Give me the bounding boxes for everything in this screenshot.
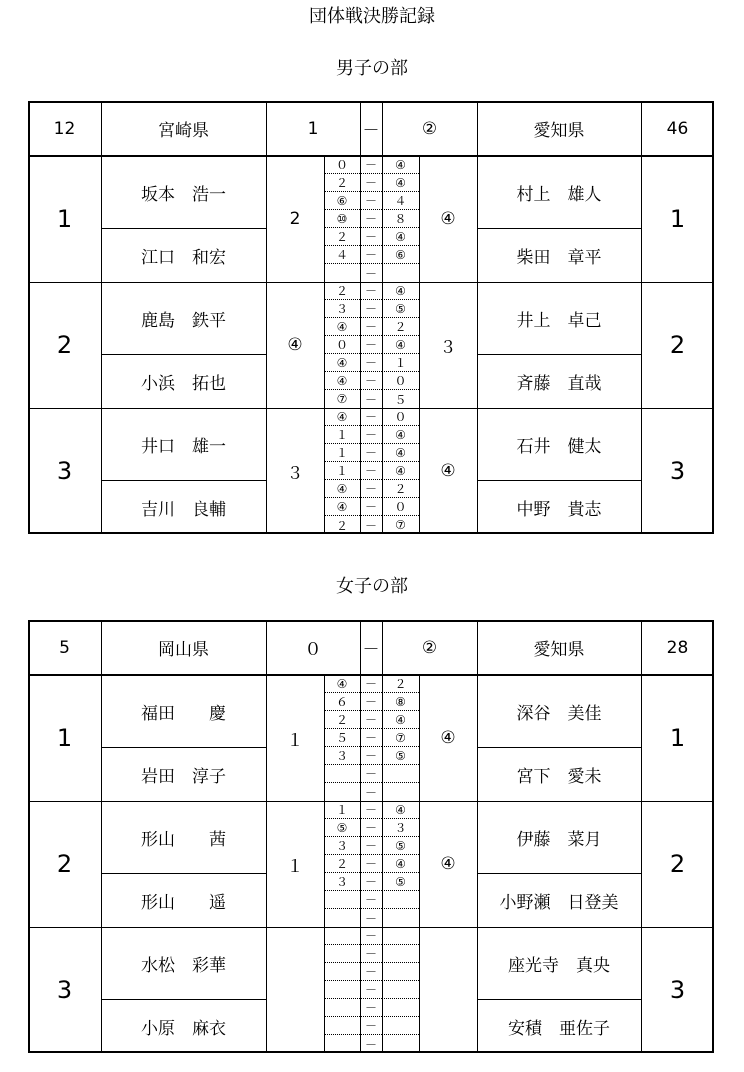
game-score-right: ④ [382,426,419,444]
game-score-right: ２ [382,675,419,693]
game-score-right: ④ [382,174,419,192]
game-score-left: １ [324,801,360,819]
game-score-right [382,1035,419,1053]
game-score-right: ④ [382,282,419,300]
player-right-2: 中野 貴志 [516,499,602,520]
bout-score-left: １ [286,730,304,751]
game-dash: － [360,801,382,819]
game-score-left [324,1035,360,1053]
game-dash: － [360,981,382,999]
player-right-1: 石井 健太 [516,436,602,457]
player-left-2: 江口 和宏 [141,247,226,268]
team-left-name: 岡山県 [158,640,209,660]
game-score-right [382,891,419,909]
game-score-right [382,945,419,963]
game-score-right: ④ [382,228,419,246]
page-title: 団体戦決勝記録 [309,6,435,27]
game-dash: － [360,927,382,945]
game-dash: － [360,729,382,747]
game-score-right: ④ [382,855,419,873]
player-left-1: 鹿島 鉄平 [141,310,226,331]
game-score-right [382,783,419,801]
game-score-right: ３ [382,819,419,837]
player-left-2: 吉川 良輔 [141,499,226,520]
game-score-left: ④ [324,408,360,426]
bout-score-left: １ [286,856,304,877]
game-dash: － [360,837,382,855]
game-score-right: ０ [382,498,419,516]
game-score-right [382,1017,419,1035]
game-score-left: ２ [324,711,360,729]
game-score-left: ２ [335,518,348,533]
game-score-left [324,981,360,999]
game-score-left: ２ [324,855,360,873]
team-left-score: ０ [304,640,322,660]
bout-number-left: 1 [56,205,73,233]
bout-score-left [266,927,324,1053]
game-score-right: ④ [382,336,419,354]
team-left-number: 12 [53,118,76,139]
game-dash: － [364,518,377,533]
bout-number-left: 2 [56,850,73,878]
game-dash: － [360,318,382,336]
game-dash: － [360,408,382,426]
game-dash: － [360,426,382,444]
player-left-1: 坂本 浩一 [141,184,226,205]
game-score-right: ④ [382,801,419,819]
game-score-right: ④ [382,711,419,729]
game-score-left: ⑤ [324,819,360,837]
game-score-right [382,909,419,927]
game-score-left: ６ [324,693,360,711]
player-right-2: 宮下 愛未 [516,766,602,787]
game-score-right: ⑥ [382,246,419,264]
bout-score-right: ④ [440,854,456,874]
game-score-right [382,981,419,999]
game-dash: － [360,999,382,1017]
player-right-2: 斉藤 直哉 [516,373,602,394]
game-score-right: ５ [394,392,407,407]
game-dash: － [360,444,382,462]
game-dash: － [360,963,382,981]
game-score-left: ④ [324,480,360,498]
game-dash: － [360,819,382,837]
game-score-right: ０ [382,372,419,390]
game-score-left: ０ [324,336,360,354]
game-score-left [324,765,360,783]
game-score-left: ④ [324,318,360,336]
bout-number-right: 3 [669,457,686,485]
game-score-left: ３ [324,747,360,765]
game-score-right: ４ [382,192,419,210]
game-dash: － [360,891,382,909]
game-dash: － [360,228,382,246]
game-score-left [324,891,360,909]
game-dash: － [364,392,377,407]
bout-number-left: 2 [56,331,73,359]
game-dash: － [360,282,382,300]
bout-number-left: 3 [56,457,73,485]
game-dash: － [360,192,382,210]
game-dash: － [364,911,377,926]
bout-number-right: 1 [669,724,686,752]
game-dash: － [360,156,382,174]
game-dash: － [360,246,382,264]
game-dash: － [360,480,382,498]
team-right-score: ② [421,637,438,658]
player-right-2: 柴田 章平 [516,247,602,268]
bout-number-right: 2 [669,331,686,359]
game-score-right [382,765,419,783]
game-dash: － [360,174,382,192]
team-right-name: 愛知県 [533,121,585,141]
game-score-left: ２ [324,282,360,300]
game-score-left [324,945,360,963]
header-dash: － [362,121,380,141]
game-dash: － [360,711,382,729]
game-score-left [324,999,360,1017]
game-score-right: ２ [382,318,419,336]
game-score-left: ２ [324,174,360,192]
section-title: 男子の部 [336,58,408,79]
game-dash: － [364,1037,377,1052]
game-dash: － [360,1017,382,1035]
game-score-right: ⑦ [395,518,406,532]
game-score-right: ０ [382,408,419,426]
game-score-right [382,927,419,945]
bout-score-right: ④ [440,209,456,229]
team-left-name: 宮崎県 [158,121,209,141]
game-dash: － [360,873,382,891]
game-dash: － [360,765,382,783]
player-right-2: 安積 亜佐子 [508,1018,610,1039]
game-score-left: ５ [324,729,360,747]
game-score-right: ８ [382,210,419,228]
game-score-right: ④ [382,462,419,480]
game-dash: － [360,855,382,873]
game-score-left: ④ [324,498,360,516]
game-score-right: ⑤ [382,747,419,765]
player-right-1: 座光寺 真央 [508,955,610,976]
bout-score-right: ３ [439,337,457,358]
game-score-right: ⑤ [382,300,419,318]
team-right-score: ② [421,118,438,139]
game-score-right [382,999,419,1017]
team-right-number: 46 [666,118,689,139]
game-score-left: ⑦ [336,392,348,406]
game-dash: － [360,945,382,963]
game-score-right: ２ [382,480,419,498]
game-score-right: ④ [382,444,419,462]
game-dash: － [360,675,382,693]
game-score-left: ３ [324,837,360,855]
game-score-left [324,783,360,801]
player-right-1: 伊藤 菜月 [516,829,602,850]
game-score-left: ４ [324,246,360,264]
game-score-right: ⑧ [382,693,419,711]
game-score-right: ⑤ [382,873,419,891]
game-score-left: １ [324,444,360,462]
bout-score-right: ④ [440,461,456,481]
game-dash: － [360,210,382,228]
player-left-1: 井口 雄一 [141,436,226,457]
game-dash: － [364,266,377,281]
section-title: 女子の部 [336,576,408,597]
team-left-number: 5 [59,637,70,658]
bout-score-right [419,927,477,1053]
team-left-score: 1 [307,118,319,139]
player-right-1: 深谷 美佳 [516,703,602,724]
game-score-right: ⑦ [382,729,419,747]
game-score-left: ⑥ [324,192,360,210]
bout-number-right: 1 [669,205,686,233]
game-score-right [382,264,419,282]
bout-score-left: 2 [289,209,301,229]
game-score-left: ④ [324,372,360,390]
game-score-left: ０ [324,156,360,174]
game-score-right: ④ [382,156,419,174]
player-left-2: 小原 麻衣 [141,1018,226,1039]
player-left-1: 福田 慶 [141,703,226,724]
player-left-1: 水松 彩華 [141,955,226,976]
game-dash: － [360,462,382,480]
player-right-2: 小野瀬 日登美 [499,892,619,913]
game-score-left [324,1017,360,1035]
bout-score-right: ④ [440,728,456,748]
game-dash: － [360,747,382,765]
game-score-right [382,963,419,981]
player-left-2: 形山 遥 [141,892,226,913]
game-dash: － [360,498,382,516]
game-score-left [324,927,360,945]
game-dash: － [360,372,382,390]
team-right-number: 28 [666,637,689,658]
player-right-1: 村上 雄人 [516,184,602,205]
team-right-name: 愛知県 [533,640,585,660]
player-left-2: 小浜 拓也 [141,373,226,394]
game-score-right: １ [382,354,419,372]
game-score-left [324,909,360,927]
player-left-2: 岩田 淳子 [141,766,226,787]
bout-number-left: 1 [56,724,73,752]
game-score-left: ④ [324,354,360,372]
game-score-right: ⑤ [382,837,419,855]
game-dash: － [360,336,382,354]
game-score-left: １ [324,462,360,480]
header-dash: － [362,640,380,660]
game-score-left: ④ [324,675,360,693]
game-score-left [324,963,360,981]
game-dash: － [360,693,382,711]
player-right-1: 井上 卓己 [516,310,602,331]
bout-number-left: 3 [56,976,73,1004]
game-score-left: １ [324,426,360,444]
bout-number-right: 2 [669,850,686,878]
game-score-left: ３ [324,300,360,318]
bout-score-left: ３ [286,463,304,484]
game-dash: － [360,300,382,318]
game-score-left: ３ [324,873,360,891]
bout-number-right: 3 [669,976,686,1004]
game-score-left: ２ [324,228,360,246]
game-score-left: ⑩ [324,210,360,228]
bout-score-left: ④ [287,335,303,355]
game-dash: － [364,785,377,800]
game-dash: － [360,354,382,372]
game-score-left [324,264,360,282]
player-left-1: 形山 茜 [141,829,226,850]
